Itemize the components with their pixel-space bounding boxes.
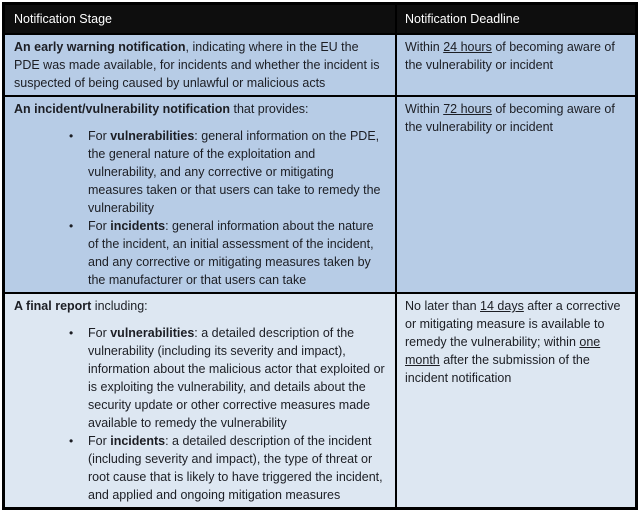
deadline-seg: after the submission of the incident notification bbox=[405, 353, 590, 385]
bullet-bold: vulnerabilities bbox=[110, 129, 195, 143]
deadline-pre: Within bbox=[405, 40, 444, 54]
bullet-icon: • bbox=[69, 219, 74, 233]
table-row-incident-notification bbox=[5, 95, 635, 292]
deadline-underlined: 72 hours bbox=[443, 102, 492, 116]
bullet-pre: For bbox=[88, 219, 111, 233]
bullet-item-incidents bbox=[14, 432, 385, 504]
table-header-row bbox=[5, 5, 635, 33]
stage-bullet-list bbox=[14, 324, 385, 504]
stage-lead-bold: An early warning notification bbox=[14, 40, 186, 54]
bullet-bold: incidents bbox=[110, 219, 166, 233]
stage-lead-rest: , indicating where in the EU the PDE was made available, for incidents and whether the incident is suspected of being caused by unlawful or malicious acts bbox=[14, 40, 380, 90]
bullet-item-incidents bbox=[14, 217, 385, 289]
deadline-underlined: 24 hours bbox=[443, 40, 492, 54]
deadline-post: of becoming aware of the vulnerability or incident bbox=[405, 40, 615, 72]
bullet-pre: For bbox=[88, 326, 111, 340]
bullet-bold: incidents bbox=[110, 434, 166, 448]
deadline-underlined: 14 days bbox=[480, 299, 524, 313]
deadline-post: of becoming aware of the vulnerability or incident bbox=[405, 102, 615, 134]
bullet-rest: : a detailed description of the incident (including severity and impact), the type of threat or root cause that is likely to have triggered the incident, and applied and ongoing mitigation measures bbox=[88, 434, 383, 502]
stage-text bbox=[14, 100, 385, 118]
stage-cell-final-report bbox=[5, 294, 397, 507]
stage-text bbox=[14, 297, 385, 315]
stage-lead-bold: A final report bbox=[14, 299, 92, 313]
stage-lead-bold: An incident/vulnerability notification bbox=[14, 102, 230, 116]
table-row-early-warning bbox=[5, 33, 635, 95]
bullet-bold: vulnerabilities bbox=[110, 326, 195, 340]
header-stage-label: Notification Stage bbox=[14, 12, 112, 26]
bullet-item-vulnerabilities bbox=[14, 127, 385, 217]
bullet-item-vulnerabilities bbox=[14, 324, 385, 432]
deadline-underlined: one month bbox=[405, 335, 601, 367]
header-cell-deadline bbox=[397, 5, 635, 33]
deadline-seg: No later than bbox=[405, 299, 481, 313]
deadline-seg: after a corrective or mitigating measure is available to remedy the vulnerability; within bbox=[405, 299, 621, 349]
deadline-text bbox=[405, 100, 627, 136]
bullet-rest: : general information about the nature of the incident, an initial assessment of the incident, and any corrective or mitigating measures taken by the manufacturer or that users can take bbox=[88, 219, 374, 287]
deadline-pre: Within bbox=[405, 102, 444, 116]
bullet-pre: For bbox=[88, 434, 111, 448]
notification-table bbox=[2, 2, 638, 510]
stage-lead-rest: that provides: bbox=[230, 102, 309, 116]
stage-cell-early-warning bbox=[5, 35, 397, 95]
deadline-text bbox=[405, 38, 627, 74]
stage-bullet-list bbox=[14, 127, 385, 289]
bullet-pre: For bbox=[88, 129, 111, 143]
stage-cell-incident-notification bbox=[5, 97, 397, 292]
deadline-cell-final-report bbox=[397, 294, 635, 507]
header-deadline-label: Notification Deadline bbox=[405, 12, 520, 26]
stage-text bbox=[14, 38, 385, 92]
header-cell-stage bbox=[5, 5, 397, 33]
deadline-cell-incident-notification bbox=[397, 97, 635, 292]
table-row-final-report bbox=[5, 292, 635, 507]
deadline-cell-early-warning bbox=[397, 35, 635, 95]
bullet-rest: : a detailed description of the vulnerability (including its severity and impact), information about the malicious actor that exploited or is exploiting the vulnerability, and details about the security update or other corrective measures made available to remedy the vulnerability bbox=[88, 326, 385, 430]
stage-lead-rest: including: bbox=[91, 299, 148, 313]
bullet-rest: : general information on the PDE, the general nature of the exploitation and vulnerability, and any corrective or mitigating measures taken or that users can take to remedy the vulnerability bbox=[88, 129, 381, 215]
deadline-text bbox=[405, 297, 627, 387]
bullet-icon: • bbox=[69, 129, 74, 143]
bullet-icon: • bbox=[69, 434, 74, 448]
bullet-icon: • bbox=[69, 326, 74, 340]
